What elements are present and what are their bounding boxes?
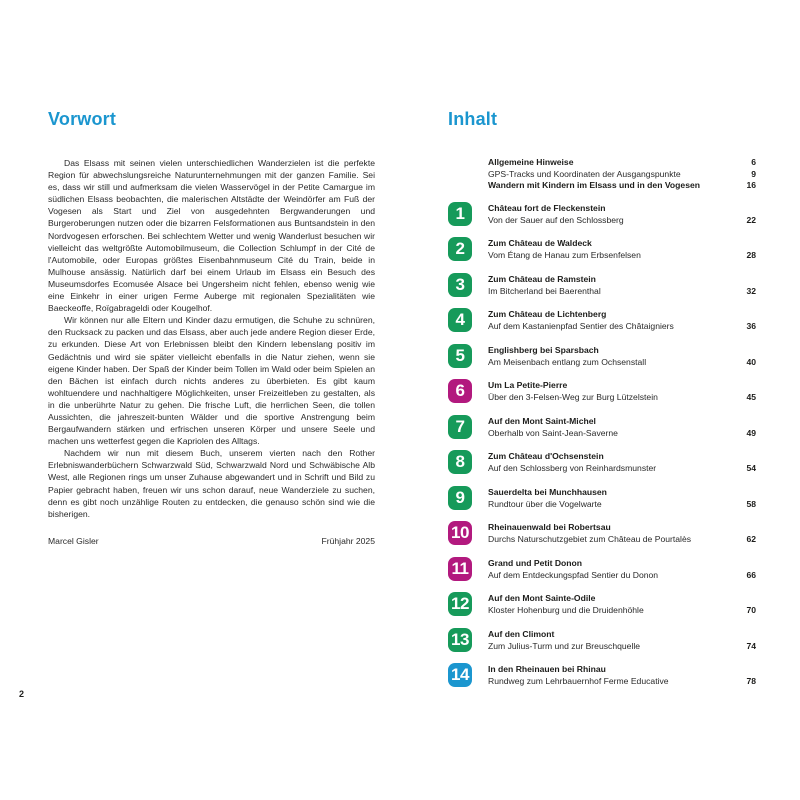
tour-title: Zum Château de Waldeck — [488, 238, 592, 248]
tour-text — [488, 628, 756, 652]
tour-title: Sauerdelta bei Munchhausen — [488, 486, 607, 497]
tour-text — [488, 379, 756, 403]
tour-text — [488, 237, 756, 261]
tour-title: Englishberg bei Sparsbach — [488, 344, 599, 355]
tour-number-badge: 1 — [448, 202, 472, 226]
tour-page: 62 — [746, 534, 756, 544]
tour-title: Zum Château de Lichtenberg — [488, 309, 607, 319]
tour-subtitle: Vom Étang de Hanau zum Erbsenfelsen — [488, 250, 641, 260]
toc-entry[interactable] — [488, 169, 756, 181]
tour-page: 40 — [746, 356, 756, 367]
tour-page: 54 — [746, 463, 756, 473]
tour-text — [488, 521, 756, 545]
toc-tour-item[interactable] — [448, 308, 756, 344]
tour-subtitle-row — [488, 640, 756, 652]
tour-number-badge: 14 — [448, 663, 472, 687]
tour-text — [488, 273, 756, 297]
foreword-paragraph: Das Elsass mit seinen vielen unterschiedlichen Wanderzielen ist die perfekte Region für abwechslungsreiche Naturunternehmungen mit der ganzen Familie. Sei es, dass wir still und aufmerksam die vielen Wasservögel in der Petite Camargue im südlichen Elsass beobachten, die malerischen Altstädte der Weindörfer am Fuß der Vogesen als Start und Ziel von ausgedehnten Bergwanderungen und Burgeroberungen nutzen oder die bizarren Felsformationen aus Buntsandstein in den Nordvogesen erforschen. Bei schlechtem Wetter und wenig Wanderlust besuchen wir vielleicht das weltgrößte Automobilmuseum, die Collection Schlumpf in der Cité de l'Automobile, oder Europas größtes Eisenbahnmuseum Cité du Train, beide in Mulhouse ansässig. Natürlich darf bei einem Urlaub im Elsass ein Besuch des Museumsdorfes Ecomusée Alsace bei Ungersheim nicht fehlen, ebenso wenig wie eine Einkehr in einer urigen Ferme Auberge mit regionalen Spezialitäten wie Baeckeoffe, Roïgabrageldi oder Kougelhof. — [48, 158, 375, 314]
foreword-paragraph: Wir können nur alle Eltern und Kinder dazu ermutigen, die Schuhe zu schnüren, den Rucksack zu packen und das Elsass, aber auch jede andere Region dieser Erde, zu erkunden. Diese Art von Erlebnissen bleibt den Kindern lebenslang positiv im Gedächtnis und wird sie später vielleicht ebenfalls in die Natur ziehen, wenn sie eigene Kinder haben. Der Spaß der Kinder beim Tollen im Wald oder beim Spielen an den Bächen ist einfach durch nichts anderes zu überbieten. Es gibt kaum wohltuendere und nachhaltigere Möglichkeiten, unser Freizeitleben zu gestalten, als in die unberührte Natur zu gehen. Die frische Luft, die herrlichen Seen, die tollen Aussichten, die jahreszeit-bunten Wälder und die sportive Anstrengung beim Bergaufwandern stärken und erfrischen unseren Körper und unsere Seele und machen uns wetterfest gegen die Kapriolen des Alltags. — [48, 315, 375, 447]
tour-text — [488, 486, 756, 510]
foreword-body — [48, 157, 375, 520]
tour-title: Zum Château de Ramstein — [488, 273, 596, 284]
tour-number-badge: 12 — [448, 592, 472, 616]
tour-text — [488, 308, 756, 332]
tour-subtitle-row — [488, 569, 756, 581]
tour-title: Zum Château d'Ochsenstein — [488, 451, 604, 461]
toc-entry-page: 16 — [746, 180, 756, 190]
tour-page: 28 — [746, 250, 756, 260]
tour-subtitle: Kloster Hohenburg und die Druidenhöhle — [488, 605, 644, 615]
tour-title: Château fort de Fleckenstein — [488, 202, 606, 213]
tour-subtitle-row — [488, 356, 756, 368]
tour-subtitle-row — [488, 427, 756, 439]
tour-number-badge: 7 — [448, 415, 472, 439]
tour-number-badge: 5 — [448, 344, 472, 368]
tour-title: Auf den Mont Sainte-Odile — [488, 593, 596, 603]
tour-subtitle-row — [488, 462, 756, 474]
toc-entry-title: Wandern mit Kindern im Elsass und in den Vogesen — [488, 180, 701, 190]
tour-subtitle-row — [488, 675, 756, 687]
tour-text — [488, 663, 756, 687]
toc-tour-item[interactable] — [448, 486, 756, 522]
tour-subtitle-row — [488, 285, 756, 297]
toc-tour-item[interactable] — [448, 628, 756, 664]
tour-subtitle-row — [488, 533, 756, 545]
toc-entry-page: 9 — [751, 168, 756, 179]
toc-tour-item[interactable] — [448, 379, 756, 415]
tour-number-badge: 3 — [448, 273, 472, 297]
tour-number-badge: 13 — [448, 628, 472, 652]
author-name: Marcel Gisler — [48, 535, 99, 546]
tour-number-badge: 8 — [448, 450, 472, 474]
tour-subtitle: Rundweg zum Lehrbauernhof Ferme Educative — [488, 676, 669, 686]
tour-text — [488, 415, 756, 439]
tour-subtitle: Oberhalb von Saint-Jean-Saverne — [488, 427, 618, 438]
tour-number-badge: 4 — [448, 308, 472, 332]
tour-page: 22 — [746, 214, 756, 225]
toc-tour-item[interactable] — [448, 237, 756, 273]
tour-subtitle: Von der Sauer auf den Schlossberg — [488, 214, 624, 225]
toc-entry-title: GPS-Tracks und Koordinaten der Ausgangspunkte — [488, 168, 681, 179]
date-text: Frühjahr 2025 — [321, 535, 375, 546]
toc-tour-item[interactable] — [448, 663, 756, 699]
tour-subtitle: Rundtour über die Vogelwarte — [488, 498, 602, 509]
foreword-paragraph: Nachdem wir nun mit diesem Buch, unserem vierten nach den Rother Erlebniswanderbüchern Schwarzwald Süd, Schwarzwald Nord und Schwäbische Alb West, alle Regionen rings um unser Zuhause abgewandert und in Schrift und Bild zu Papier gebracht haben, freuen wir uns schon darauf, neue Wanderziele zu suchen, denn es gibt noch unzählige Routen zu entdecken, die genauso schön sind wie die bisherigen. — [48, 448, 375, 519]
tour-page: 58 — [746, 498, 756, 509]
tour-subtitle: Am Meisenbach entlang zum Ochsenstall — [488, 356, 647, 367]
tour-page: 45 — [746, 392, 756, 402]
tour-title: Auf den Climont — [488, 628, 555, 639]
tour-subtitle-row — [488, 214, 756, 226]
tour-title: Um La Petite-Pierre — [488, 380, 568, 390]
tour-number-badge: 11 — [448, 557, 472, 581]
tour-number-badge: 10 — [448, 521, 472, 545]
toc-entry-page: 6 — [751, 157, 756, 167]
toc-tour-item[interactable] — [448, 592, 756, 628]
toc-entry-title: Allgemeine Hinweise — [488, 157, 574, 167]
toc-entry[interactable] — [488, 180, 756, 192]
tour-text — [488, 202, 756, 226]
foreword-page — [48, 108, 375, 546]
tour-subtitle: Über den 3-Felsen-Weg zur Burg Lützelstein — [488, 392, 658, 402]
toc-tour-list — [448, 202, 756, 699]
tour-subtitle: Durchs Naturschutzgebiet zum Château de Pourtalès — [488, 534, 692, 544]
tour-page: 49 — [746, 427, 756, 438]
tour-subtitle-row — [488, 498, 756, 510]
toc-tour-item[interactable] — [448, 450, 756, 486]
toc-tour-item[interactable] — [448, 521, 756, 557]
tour-page: 74 — [746, 640, 756, 651]
toc-tour-item[interactable] — [448, 415, 756, 451]
tour-title: Rheinauenwald bei Robertsau — [488, 522, 611, 532]
tour-subtitle-row — [488, 391, 756, 403]
tour-page: 66 — [746, 569, 756, 580]
toc-tour-item[interactable] — [448, 344, 756, 380]
tour-number-badge: 2 — [448, 237, 472, 261]
tour-subtitle-row — [488, 249, 756, 261]
tour-number-badge: 6 — [448, 379, 472, 403]
tour-number-badge: 9 — [448, 486, 472, 510]
tour-subtitle: Auf dem Entdeckungspfad Sentier du Donon — [488, 569, 659, 580]
tour-title: In den Rheinauen bei Rhinau — [488, 664, 606, 674]
tour-page: 78 — [746, 676, 756, 686]
tour-subtitle: Auf den Schlossberg von Reinhardsmunster — [488, 463, 657, 473]
contents-heading: Inhalt — [448, 109, 498, 129]
contents-page — [448, 108, 756, 699]
tour-subtitle-row — [488, 604, 756, 616]
toc-entry[interactable] — [488, 157, 756, 169]
tour-page: 32 — [746, 285, 756, 296]
tour-text — [488, 592, 756, 616]
foreword-heading: Vorwort — [48, 109, 117, 129]
signature-line — [48, 536, 375, 546]
tour-page: 70 — [746, 605, 756, 615]
toc-general-section — [488, 157, 756, 192]
toc-tour-item[interactable] — [448, 557, 756, 593]
tour-text — [488, 557, 756, 581]
tour-subtitle: Im Bitcherland bei Baerenthal — [488, 285, 601, 296]
tour-subtitle: Zum Julius-Turm und zur Breuschquelle — [488, 640, 641, 651]
tour-title: Auf den Mont Saint-Michel — [488, 415, 596, 426]
page-number: 2 — [19, 689, 25, 699]
tour-subtitle-row — [488, 320, 756, 332]
tour-text — [488, 450, 756, 474]
tour-subtitle: Auf dem Kastanienpfad Sentier des Châtaigniers — [488, 321, 674, 331]
tour-title: Grand und Petit Donon — [488, 557, 583, 568]
toc-tour-item[interactable] — [448, 273, 756, 309]
tour-text — [488, 344, 756, 368]
tour-page: 36 — [746, 321, 756, 331]
toc-tour-item[interactable] — [448, 202, 756, 238]
